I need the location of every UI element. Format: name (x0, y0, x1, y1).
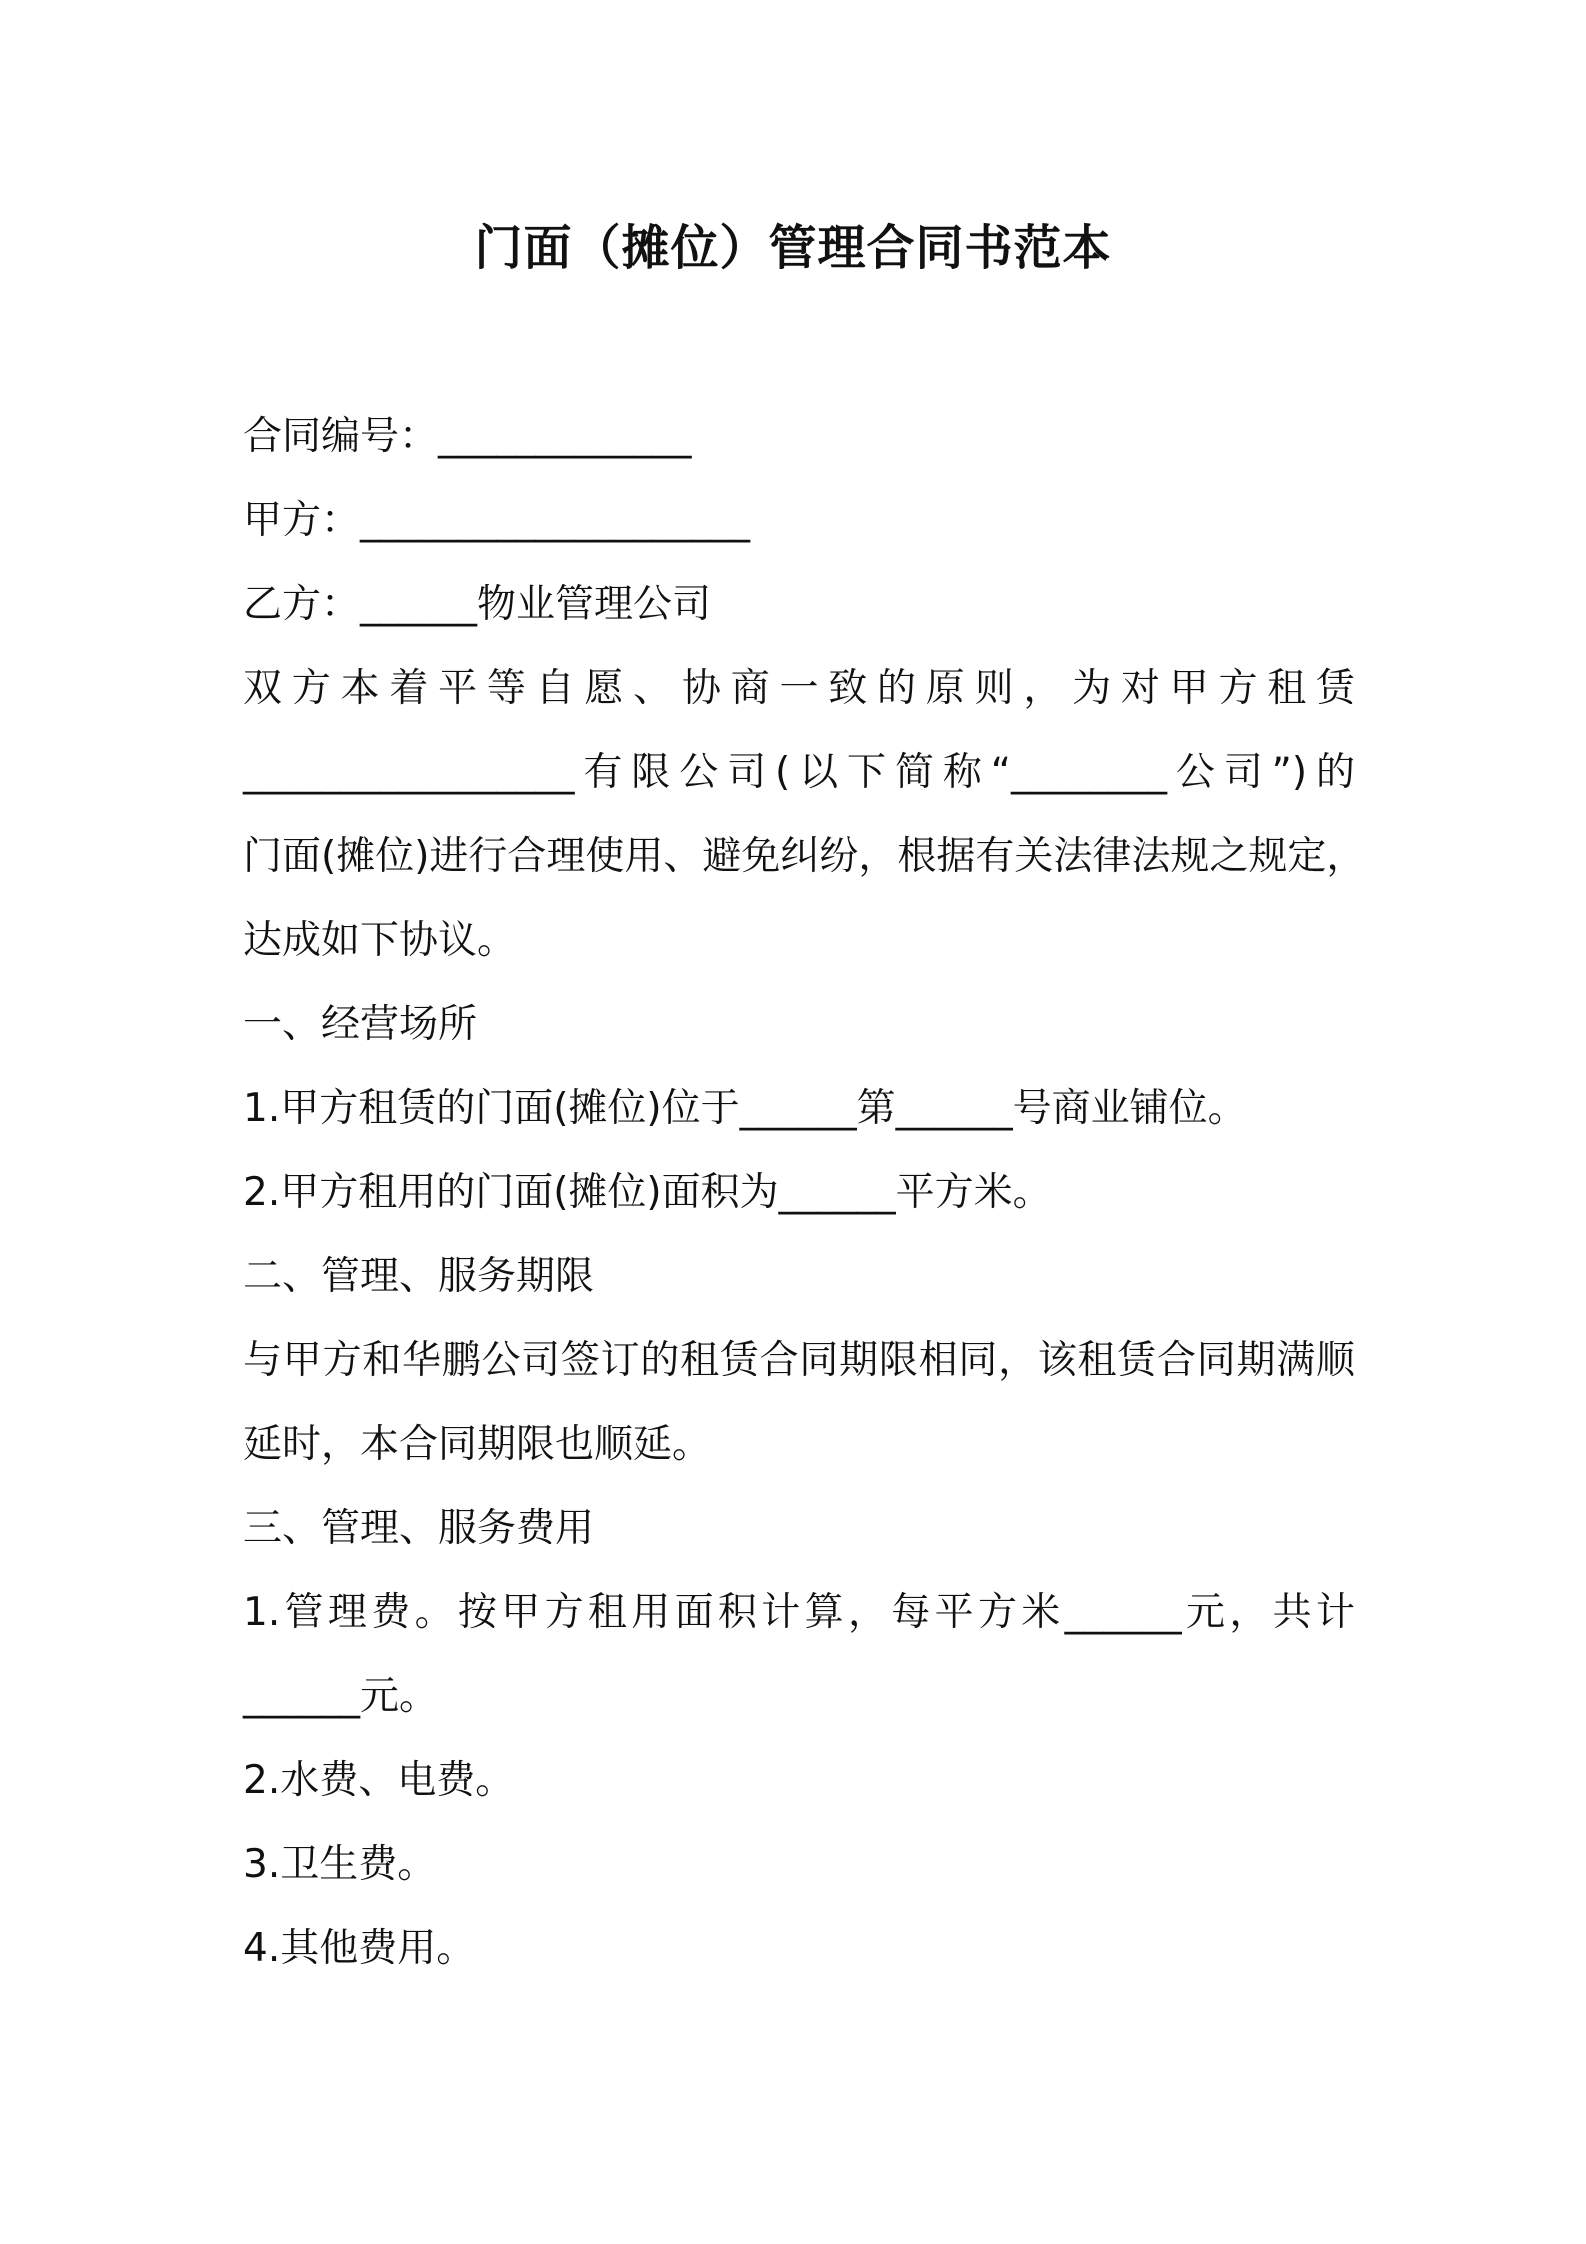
section-2-heading: 二、管理、服务期限 (243, 1254, 595, 1299)
party-a-line: 甲方：____________________ (243, 498, 751, 543)
section-3-item-3: 3.卫生费。 (243, 1842, 437, 1887)
section-3-item-1-line-2: ______元。 (243, 1674, 439, 1719)
preamble-line-3: 门面(摊位)进行合理使用、避免纠纷，根据有关法律法规之规定， (243, 834, 1366, 879)
preamble-line-2: _________________有限公司(以下简称“________公司”)的 (243, 750, 1355, 795)
section-3-item-1-line-1: 1.管理费。按甲方租用面积计算，每平方米______元，共计 (243, 1590, 1355, 1635)
section-3-item-4: 4.其他费用。 (243, 1926, 476, 1971)
section-2-text-line-2: 延时，本合同期限也顺延。 (243, 1422, 712, 1467)
section-3-heading: 三、管理、服务费用 (243, 1506, 595, 1551)
section-1-item-1: 1.甲方租赁的门面(摊位)位于______第______号商业铺位。 (243, 1086, 1247, 1131)
contract-number-line: 合同编号：_____________ (243, 414, 692, 459)
document-title: 门面（摊位）管理合同书范本 (474, 220, 1112, 276)
party-b-line: 乙方：______物业管理公司 (243, 582, 712, 627)
section-3-item-2: 2.水费、电费。 (243, 1758, 515, 1803)
section-1-item-2: 2.甲方租用的门面(摊位)面积为______平方米。 (243, 1170, 1052, 1215)
preamble-line-4: 达成如下协议。 (243, 918, 517, 963)
section-1-heading: 一、经营场所 (243, 1002, 478, 1047)
preamble-line-1: 双方本着平等自愿、协商一致的原则，为对甲方租赁 (243, 666, 1355, 711)
section-2-text-line-1: 与甲方和华鹏公司签订的租赁合同期限相同，该租赁合同期满顺 (243, 1338, 1355, 1383)
